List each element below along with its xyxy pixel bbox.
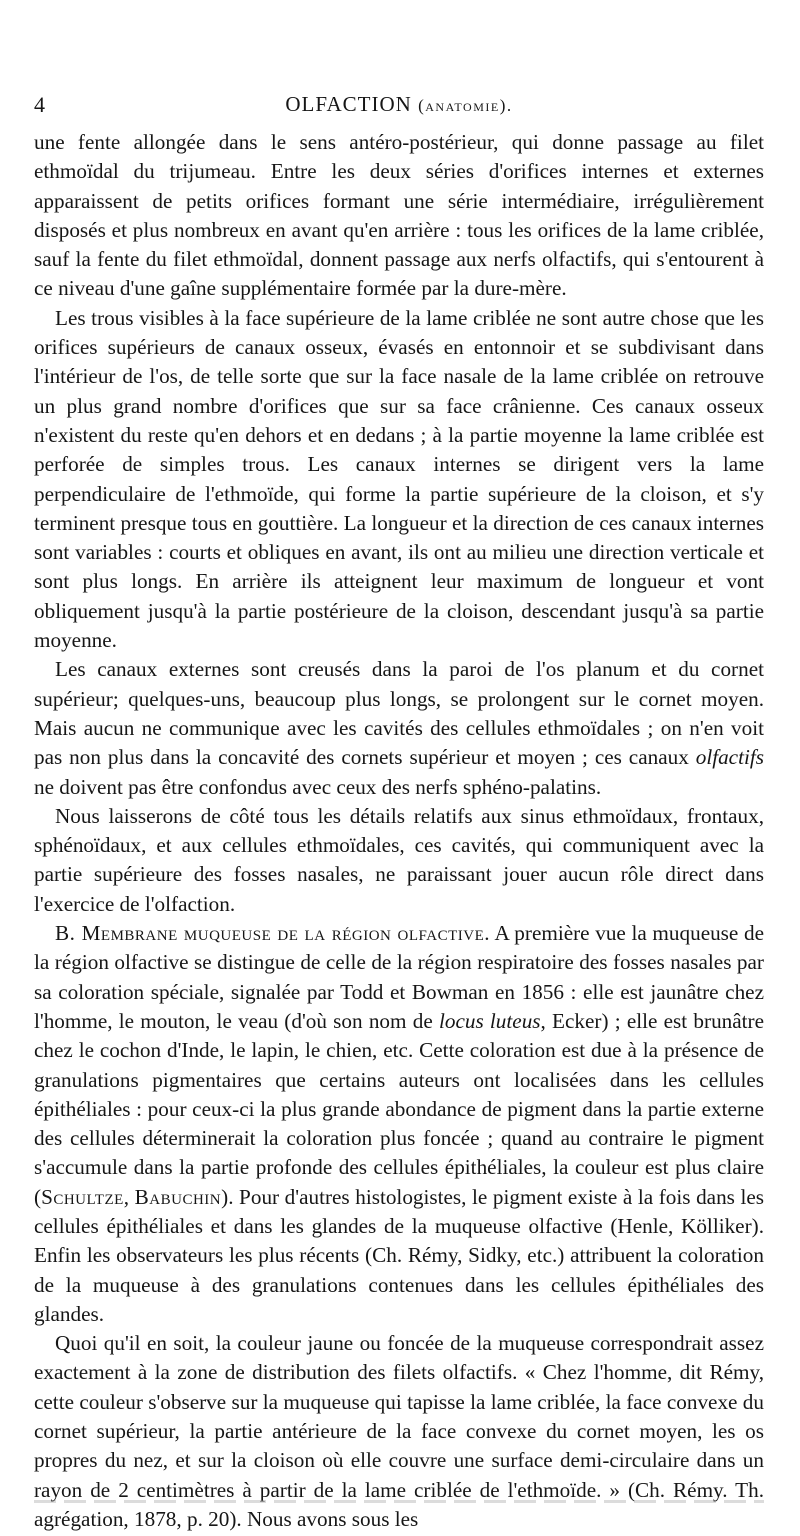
running-title-main: OLFACTION [285, 92, 412, 116]
paragraph-couleur: Quoi qu'il en soit, la couleur jaune ou foncée de la muqueuse correspondrait assez exactement à la zone de distribution des filets olfactifs. « Chez l'homme, dit Rémy, cette couleur s'observe sur la muqueuse qui tapisse la lame criblée, la face convexe du cornet supérieur, la partie antérieure de la face convexe du cornet moyen, les os propres du nez, et sur la cloison où elle couvre une surface demi-circulaire dans un rayon de 2 centimètres à partir de la lame criblée de l'ethmoïde. » (Ch. Rémy. Th. agrégation, 1878, p. 20). Nous avons sous les [34, 1331, 764, 1531]
paragraph-text: , Ecker) ; elle est brunâtre chez le cochon d'Inde, le lapin, le chien, etc. Cette coloration est due à la présence de granulations pigmentaires que certains auteurs ont localisées dans les cellules épithéliales : pour ceux-ci la plus grande abondance de pigment dans la partie externe des cellules déterminerait la coloration plus foncée ; quand au contraire le pigment s'accumule dans la partie profonde des cellules épithéliales, la couleur est plus claire ( [34, 1008, 765, 1209]
paragraph-canaux-externes [34, 655, 764, 801]
italic-term: olfactifs [695, 745, 764, 770]
paragraph-continuation: une fente allongée dans le sens antéro-postérieur, qui donne passage au filet ethmoïdal du trijumeau. Entre les deux séries d'orifices internes et externes apparaissent de petits orifices formant une série intermédiaire, irrégulièrement disposés et plus nombreux en avant qu'en arrière : tous les orifices de la lame criblée, sauf la fente du filet ethmoïdal, donnent passage aux nerfs olfactifs, qui s'entourent à ce niveau d'une gaîne supplémentaire formée par la dure-mère. [34, 130, 764, 301]
italic-term: locus luteus [438, 1008, 541, 1033]
running-title-subtitle: (anatomie). [418, 96, 513, 115]
page-header [34, 88, 764, 128]
document-page [34, 88, 764, 1534]
paragraph-sinus: Nous laisserons de côté tous les détails relatifs aux sinus ethmoïdaux, frontaux, sphénoïdaux, et aux cellules ethmoïdales, ces cavités, qui communiquent avec la partie supérieure des fosses nasales, ne paraissant jouer aucun rôle direct dans l'exercice de l'olfaction. [34, 803, 764, 916]
author-name: Babuchin [134, 1184, 222, 1209]
separator: , [123, 1184, 135, 1209]
paragraph-text: ne doivent pas être confondus avec ceux des nerfs sphéno-palatins. [34, 774, 602, 799]
running-title [34, 92, 764, 117]
paragraph-text: ). Pour d'autres histologistes, le pigment existe à la fois dans les cellules épithéliales et dans les glandes de la muqueuse olfactive (Henle, Kölliker). Enfin les observateurs les plus récents (Ch. Rémy, Sidky, etc.) attribuent la coloration de la muqueuse à des granulations contenues dans les cellules épithéliales des glandes. [34, 1184, 765, 1326]
paragraph-text: Les canaux externes sont creusés dans la paroi de l'os planum et du cornet supérieur; quelques-uns, beaucoup plus longs, se prolongent sur le cornet moyen. Mais aucun ne communique avec les cavités des cellules ethmoïdales ; on n'en voit pas non plus dans la concavité des cornets supérieur et moyen ; ces canaux [34, 657, 764, 770]
paragraph-membrane-muqueuse [34, 919, 764, 1329]
body-text [34, 128, 764, 1534]
bleed-through-line [34, 1500, 764, 1503]
paragraph-text: A première vue la muqueuse de la région olfactive se distingue de celle de la région respiratoire des fosses nasales par sa coloration spéciale, signalée par Todd et Bowman en 1856 : elle est jaunâtre chez l'homme, le mouton, le veau (d'où son nom de [34, 921, 764, 1033]
page-number: 4 [34, 92, 46, 117]
author-name: Schultze [41, 1184, 124, 1209]
paragraph-lame-criblee: Les trous visibles à la face supérieure de la lame criblée ne sont autre chose que les orifices supérieurs de canaux osseux, évasés en entonnoir et se subdivisant dans l'intérieur de l'os, de telle sorte que sur la face nasale de la lame criblée on retrouve un plus grand nombre d'orifices que sur sa face crânienne. Ces canaux osseux n'existent du reste qu'en dehors et en dedans ; à la partie moyenne la lame criblée est perforée de simples trous. Les canaux internes se dirigent vers la lame perpendiculaire de l'ethmoïde, qui forme la partie supérieure de la cloison, et s'y terminent presque tous en gouttière. La longueur et la direction de ces canaux internes sont variables : courts et obliques en avant, ils ont au milieu une direction verticale et sont plus longs. En arrière ils atteignent leur maximum de longueur et vont obliquement jusqu'à la partie postérieure de la cloison, descendant jusqu'à sa partie moyenne. [34, 305, 764, 653]
section-heading: B. Membrane muqueuse de la région olfactive. [55, 921, 491, 946]
